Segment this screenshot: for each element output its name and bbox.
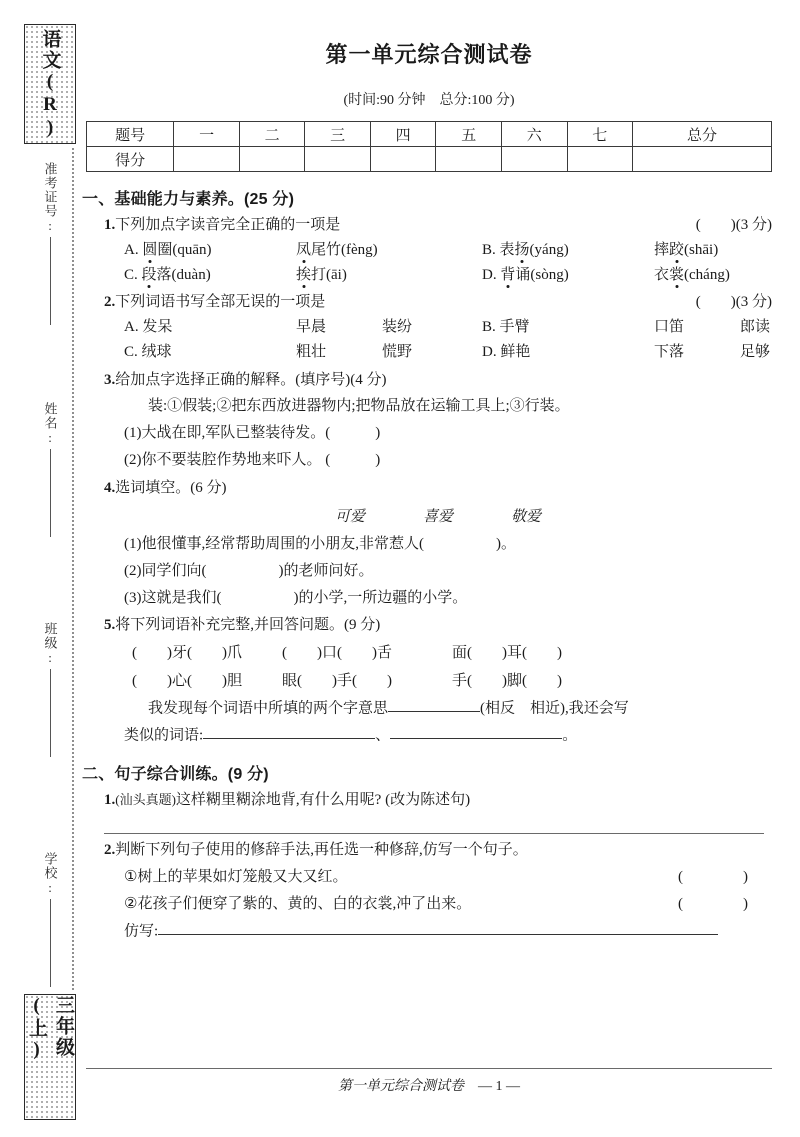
question-2-1-answer-line[interactable] [104, 833, 764, 834]
option-2A-word-2: 早晨 [296, 319, 327, 335]
question-1-3-item-2-text: 你不要装腔作势地来吓人。 ( ) [141, 451, 381, 468]
seal-box-grade [24, 994, 76, 1120]
score-col-4: 四 [370, 122, 436, 147]
option-2D[interactable] [482, 342, 654, 364]
option-B[interactable] [482, 240, 654, 262]
question-1-4-number: 4. [104, 479, 116, 496]
seal-grade-label: 三年级(上) [26, 995, 74, 1062]
field-class-rule [50, 669, 51, 757]
option-2A-word-2-wrap [296, 317, 382, 339]
question-2-2-item-1-bracket[interactable]: ( ) [678, 869, 748, 885]
question-2-1-number: 1. [104, 791, 116, 808]
score-cell-3[interactable] [305, 147, 371, 172]
option-D-pinyin-2: (cháng) [684, 266, 730, 283]
option-A-word-1: 圈 [157, 241, 173, 258]
question-2-2-item-1 [124, 867, 772, 889]
footer-title: 第一单元综合测试卷 [338, 1079, 464, 1094]
option-2B-word-3: 郎读 [740, 319, 771, 335]
question-2-2-number: 2. [104, 842, 116, 859]
question-1-4-item-3[interactable] [124, 588, 772, 610]
question-1-4-stem: 选词填空。(6 分) [115, 479, 227, 496]
option-A-part2 [296, 240, 482, 262]
field-name-rule [50, 449, 51, 537]
question-1-5-idiom-row-1 [132, 643, 772, 665]
question-1-5-similar-blank-1[interactable] [203, 725, 375, 739]
score-col-3: 三 [305, 122, 371, 147]
option-A-label: A. [124, 241, 139, 258]
idiom-blank-2[interactable]: ( )口( )舌 [282, 645, 392, 661]
score-table-row-label-score: 得分 [87, 147, 174, 172]
field-name [26, 402, 74, 537]
score-cell-total[interactable] [633, 147, 772, 172]
field-exam-number-rule [50, 237, 51, 325]
question-2-2-item-2-text: 花孩子们便穿了紫的、黄的、白的衣裳,冲了出来。 [137, 895, 472, 912]
score-col-5: 五 [436, 122, 502, 147]
score-cell-2[interactable] [239, 147, 305, 172]
question-1-1-stem: 下列加点字读音完全正确的一项是 [115, 217, 341, 233]
page-title: 第一单元综合测试卷 [325, 42, 533, 67]
option-D-pinyin-1: (sòng) [530, 266, 569, 283]
option-D-word-1: 诵 [515, 266, 531, 283]
question-1-1-number: 1. [104, 217, 116, 233]
score-table [86, 121, 772, 172]
option-C-dotted-char-1: 段 [141, 266, 157, 283]
question-1-5-similar-blank-2[interactable] [390, 725, 562, 739]
question-1-3-stem: 给加点字选择正确的解释。(填序号)(4 分) [115, 371, 387, 388]
question-1-4-item-3-before: 这就是我们( [141, 589, 222, 606]
question-2-2-stem: 判断下列句子使用的修辞手法,再任选一种修辞,仿写一个句子。 [115, 842, 528, 859]
exam-meta: (时间:90 分钟 总分:100 分) [343, 93, 515, 108]
option-B-part2 [654, 240, 718, 262]
option-2A-label: A. [124, 319, 139, 335]
question-1-3-item-1[interactable] [124, 423, 772, 445]
section-heading-1: 一、基础能力与素养。(25 分) [82, 191, 295, 208]
score-col-6: 六 [501, 122, 567, 147]
option-A-pinyin-2: (fèng) [341, 241, 378, 258]
question-2-2-item-2-marker: ② [124, 895, 138, 912]
word-bank-item-2: 喜爱 [422, 509, 453, 526]
question-2-2-item-1-text: 树上的苹果如灯笼般又大又红。 [137, 869, 348, 885]
question-1-4 [104, 478, 772, 610]
question-1-1-points: (3 分) [735, 217, 772, 233]
question-2-2-imitate [124, 921, 772, 943]
option-C[interactable] [124, 265, 296, 287]
score-cell-5[interactable] [436, 147, 502, 172]
question-1-2 [104, 292, 772, 363]
question-2-2-imitate-blank[interactable] [158, 921, 718, 935]
option-2B-word-2: 口笛 [654, 319, 685, 335]
question-1-4-item-1-before: 他很懂事,经常帮助周围的小朋友,非常惹人( [141, 536, 424, 552]
question-1-1-options-row-2 [124, 265, 772, 287]
question-1-4-item-3-label: (3) [124, 589, 142, 606]
score-col-total: 总分 [633, 122, 772, 147]
option-2A-word-1: 发呆 [142, 319, 173, 335]
question-1-5-finding [148, 698, 772, 720]
option-D-dotted-char-1: 背 [500, 266, 516, 283]
option-2C-word-3-wrap [382, 342, 482, 364]
option-2D-word-1: 鲜艳 [500, 343, 531, 360]
option-D-dotted-char-2: 裳 [669, 266, 685, 283]
option-A-dotted-char-2: 凤 [296, 241, 312, 258]
score-cell-4[interactable] [370, 147, 436, 172]
question-1-2-number: 2. [104, 294, 116, 311]
table-row-question-numbers [87, 122, 772, 147]
question-1-4-item-1[interactable] [124, 534, 772, 556]
idiom-blank-4[interactable]: ( )心( )胆 [132, 672, 242, 689]
field-class [26, 622, 74, 757]
question-1-5-finding-after: (相反 相近),我还会写 [480, 699, 629, 716]
question-1-5-similar-sep: 、 [375, 726, 391, 743]
option-2B[interactable] [482, 317, 654, 339]
question-1-5-finding-blank[interactable] [388, 698, 480, 712]
option-2B-word-1: 手臂 [499, 319, 530, 335]
option-2D-word-3-wrap [740, 342, 770, 364]
question-1-1 [104, 215, 772, 286]
question-1-3-item-2[interactable] [124, 450, 772, 472]
page-footer [86, 1068, 772, 1095]
option-D[interactable] [482, 265, 654, 287]
option-B-label: B. [482, 241, 496, 258]
option-2C[interactable] [124, 342, 296, 364]
option-2A[interactable] [124, 317, 296, 339]
option-2D-word-2-wrap [654, 342, 740, 364]
question-1-3 [104, 370, 772, 472]
question-1-2-answer-bracket[interactable]: ( ) [695, 294, 736, 311]
question-1-2-stem: 下列词语书写全部无误的一项是 [115, 294, 326, 311]
option-2C-word-2-wrap [296, 342, 382, 364]
option-B-dotted-char-2: 跤 [669, 241, 685, 258]
option-2A-word-3: 装纷 [382, 319, 413, 335]
option-C-dotted-char-2: 挨 [296, 266, 312, 283]
question-1-4-item-2-before: 同学们向( [141, 562, 207, 579]
question-1-4-word-bank [104, 507, 772, 529]
option-B-word-1: 表 [499, 241, 515, 258]
word-bank-item-3: 敬爱 [511, 509, 542, 526]
score-cell-7[interactable] [567, 147, 633, 172]
section-heading-2: 二、句子综合训练。(9 分) [82, 765, 269, 783]
question-2-2 [104, 840, 772, 942]
option-2C-word-2: 粗壮 [296, 343, 327, 360]
question-1-1-answer-bracket[interactable]: ( ) [695, 217, 736, 233]
exam-content [82, 30, 772, 943]
option-B-pinyin-1: (yáng) [529, 241, 569, 258]
option-2C-word-1: 绒球 [141, 343, 172, 360]
question-2-1-source-tag: (汕头真题) [115, 791, 176, 807]
question-1-5-similar-label: 类似的词语: [124, 726, 204, 743]
score-cell-6[interactable] [501, 147, 567, 172]
option-2C-word-3: 慌野 [382, 343, 413, 360]
seal-box-subject [24, 24, 76, 144]
option-2D-word-2: 下落 [654, 343, 685, 360]
option-A[interactable] [124, 240, 296, 262]
score-table-row-label: 题号 [87, 122, 174, 147]
question-1-5 [104, 615, 772, 746]
option-2B-word-3-wrap [740, 317, 770, 339]
question-1-4-item-2-after: )的老师问好。 [278, 562, 374, 579]
field-name-label: 姓名: [42, 402, 58, 446]
field-exam-number-label: 准考证号: [42, 162, 58, 234]
option-C-pinyin-1: (duàn) [171, 266, 211, 283]
option-D-word-2: 衣 [654, 266, 670, 283]
option-C-part2 [296, 265, 482, 287]
field-school-rule [50, 899, 51, 987]
question-1-5-similar-end: 。 [562, 726, 578, 743]
question-1-4-item-1-label: (1) [124, 536, 142, 552]
idiom-blank-3[interactable]: 面( )耳( ) [452, 645, 562, 661]
option-B-pinyin-2: (shāi) [684, 241, 719, 258]
option-A-pinyin-1: (quān) [172, 241, 212, 258]
word-bank-item-1: 可爱 [334, 509, 365, 526]
option-D-label: D. [482, 266, 497, 283]
table-row-scores [87, 147, 772, 172]
footer-page-number: — 1 — [478, 1079, 520, 1094]
score-col-7: 七 [567, 122, 633, 147]
question-2-2-item-2-bracket[interactable]: ( ) [678, 895, 748, 912]
field-school [26, 852, 74, 987]
option-A-dotted-char-1: 圆 [142, 241, 158, 258]
footer-text [86, 1075, 772, 1095]
question-1-3-item-1-label: (1) [124, 425, 142, 441]
question-1-3-item-2-label: (2) [124, 451, 142, 468]
field-class-label: 班级: [42, 622, 58, 666]
field-exam-number [26, 162, 74, 325]
option-D-part2 [654, 265, 730, 287]
option-2B-label: B. [482, 319, 496, 335]
option-2B-word-2-wrap [654, 317, 740, 339]
option-C-word-2: 打 [311, 266, 327, 283]
option-C-word-1: 落 [156, 266, 172, 283]
question-1-3-gloss: 装:①假装;②把东西放进器物内;把物品放在运输工具上;③行装。 [148, 398, 570, 415]
question-2-2-item-2 [124, 894, 772, 916]
question-2-2-imitate-label: 仿写: [124, 922, 159, 939]
option-B-dotted-char-1: 扬 [514, 241, 530, 258]
option-2D-word-3: 足够 [740, 343, 771, 360]
score-cell-1[interactable] [174, 147, 240, 172]
question-2-1 [104, 790, 772, 812]
question-1-5-finding-before: 我发现每个词语中所填的两个字意思 [148, 699, 389, 716]
question-1-2-options-row-2 [124, 342, 772, 364]
question-2-2-item-1-marker: ① [124, 869, 138, 885]
question-1-2-points: (3 分) [735, 294, 772, 311]
question-1-1-options-row-1 [124, 240, 772, 262]
question-1-4-item-2-label: (2) [124, 562, 142, 579]
option-C-pinyin-2: (āi) [326, 266, 347, 283]
question-2-1-text: 这样糊里糊涂地背,有什么用呢? (改为陈述句) [175, 791, 471, 808]
score-col-2: 二 [239, 122, 305, 147]
option-2A-word-3-wrap [382, 317, 482, 339]
question-1-4-item-3-after: )的小学,一所边疆的小学。 [293, 589, 468, 606]
idiom-blank-1[interactable]: ( )牙( )爪 [132, 645, 242, 661]
footer-divider [86, 1068, 772, 1069]
idiom-blank-6[interactable]: 手( )脚( ) [452, 672, 562, 689]
seal-subject-label: 语文(R) [39, 28, 61, 140]
question-1-4-item-2[interactable] [124, 561, 772, 583]
field-school-label: 学校: [42, 852, 58, 896]
question-1-2-options-row-1 [124, 317, 772, 339]
seal-sidebar [24, 22, 76, 1120]
option-C-label: C. [124, 266, 138, 283]
option-2D-label: D. [482, 343, 497, 360]
option-2C-label: C. [124, 343, 138, 360]
score-col-1: 一 [174, 122, 240, 147]
option-A-word-2: 尾竹 [311, 241, 342, 258]
question-1-5-stem: 将下列词语补充完整,并回答问题。(9 分) [115, 617, 381, 634]
question-1-5-number: 5. [104, 617, 116, 634]
question-1-3-item-1-text: 大战在即,军队已整装待发。( ) [141, 425, 381, 441]
question-1-3-number: 3. [104, 371, 116, 388]
question-1-5-idiom-row-2 [132, 671, 772, 693]
question-1-4-item-1-after: )。 [496, 536, 516, 552]
option-B-word-2: 摔 [654, 241, 670, 258]
idiom-blank-5[interactable]: 眼( )手( ) [282, 672, 392, 689]
question-1-5-similar [124, 725, 772, 747]
